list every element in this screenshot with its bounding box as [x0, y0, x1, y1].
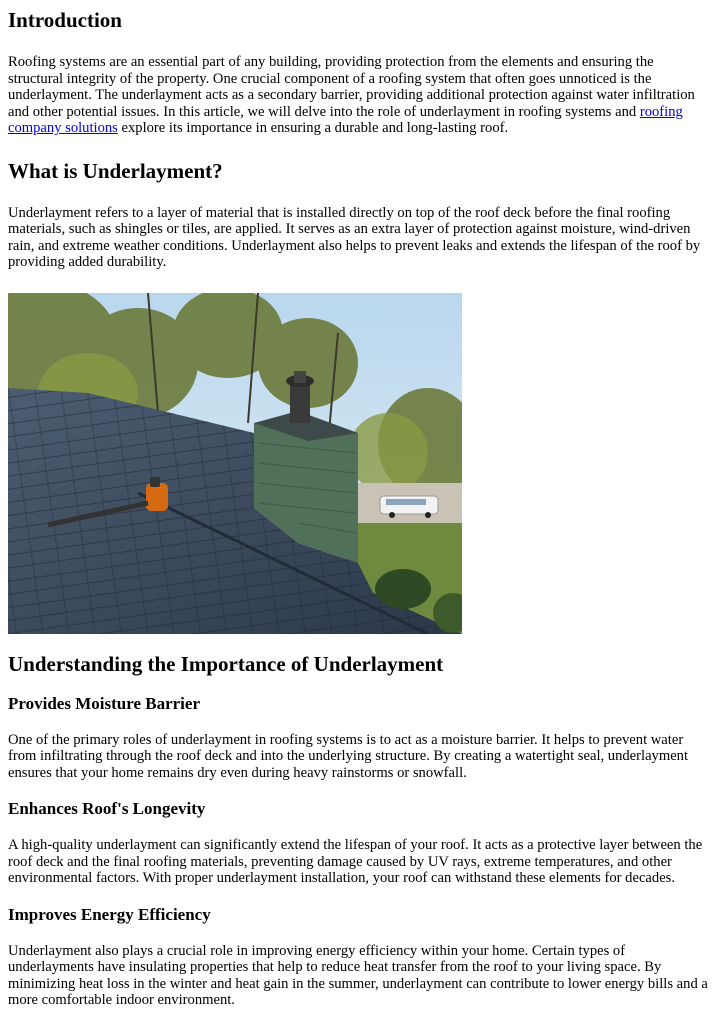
paragraph-what-is-underlayment: Underlayment refers to a layer of material that is installed directly on top of the roof deck before the final roofing materials, such as shingles or tiles, are applied. It serves as an extra layer of protection against moisture, wind-driven rain, and extreme weather conditions. Underlayment also helps to prevent leaks and extends the lifespan of the roof by providing added durability.: [8, 204, 701, 270]
heading-moisture-barrier: Provides Moisture Barrier: [8, 693, 200, 713]
heading-what-is-underlayment: What is Underlayment?: [8, 158, 223, 183]
heading-roof-longevity: Enhances Roof's Longevity: [8, 799, 206, 818]
paragraph-introduction: [8, 54, 712, 137]
heading-introduction: Introduction: [8, 8, 122, 32]
paragraph-energy-efficiency: Underlayment also plays a crucial role in improving energy efficiency within your home. Certain types of underlayments have insulating properties that help to reduce heat transfer from the roof to your living space. By minimizing heat loss in the winter and heat gain in the summer, underlayment can contribute to lower energy bills and a more comfortable indoor environment.: [8, 942, 708, 1008]
roofing-company-solutions-link[interactable]: roofing company solutions: [8, 103, 683, 136]
heading-importance-of-underlayment: Understanding the Importance of Underlayment: [8, 651, 444, 676]
intro-text-after-link: explore its importance in ensuring a durable and long-lasting roof.: [117, 120, 509, 136]
paragraph-moisture-barrier: One of the primary roles of underlayment in roofing systems is to act as a moisture barrier. It helps to prevent water from infiltrating through the roof deck and into the underlying structure. By creating a watertight seal, underlayment ensures that your home remains dry even during heavy rainstorms or snowfall.: [8, 731, 689, 781]
roof-photo: [8, 293, 462, 634]
intro-text-before-link: Roofing systems are an essential part of any building, providing protection from the elements and ensuring the structural integrity of the property. One crucial component of a roofing system that often goes unnoticed is the underlayment. The underlayment acts as a secondary barrier, providing additional protection against water infiltration and other potential issues. In this article, we will delve into the role of underlayment in roofing systems and: [8, 54, 695, 120]
paragraph-roof-longevity: A high-quality underlayment can significantly extend the lifespan of your roof. It acts as a protective layer between the roof deck and the final roofing materials, preventing damage caused by UV rays, extreme temperatures, and other environmental factors. With proper underlayment installation, your roof can withstand these elements for decades.: [8, 837, 703, 886]
heading-energy-efficiency: Improves Energy Efficiency: [8, 904, 211, 924]
